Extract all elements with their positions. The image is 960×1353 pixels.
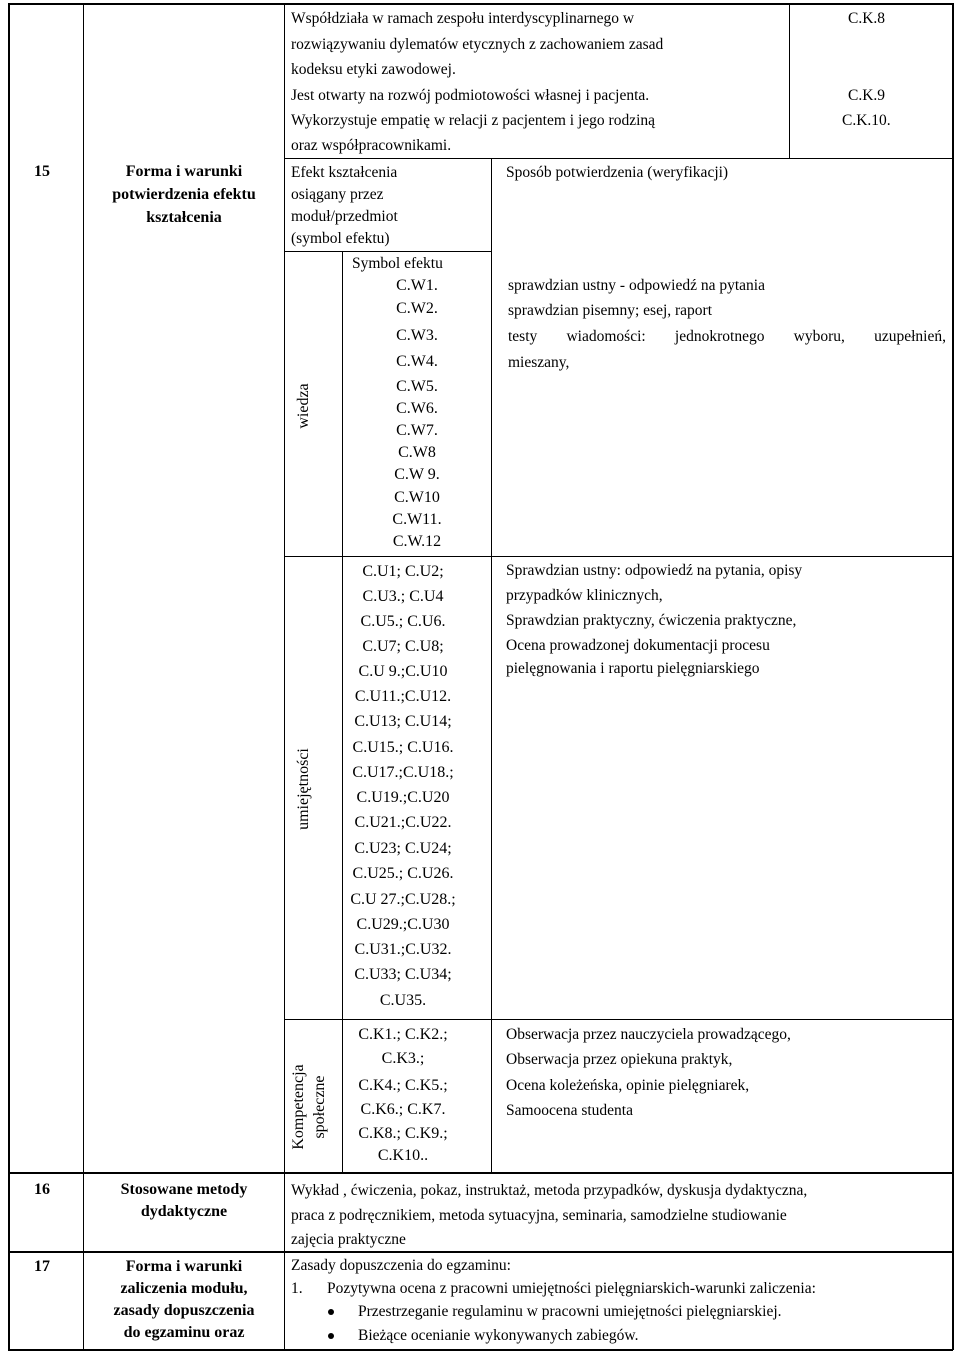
method-header: Sposób potwierdzenia (weryfikacji) (506, 164, 729, 181)
symbol-item: C.K6.; C.K7. (360, 1101, 446, 1118)
effect-code: C.K.10. (842, 112, 891, 129)
bullet-item: Bieżące ocenianie wykonywanych zabiegów. (358, 1327, 639, 1344)
group-label-line: społeczne (311, 1075, 328, 1139)
method-line: pielęgnowania i raportu pielęgniarskiego (506, 660, 760, 677)
section-number: 16 (34, 1181, 50, 1198)
method-line: Ocena koleżeńska, opinie pielęgniarek, (506, 1077, 750, 1094)
row-text-line: rozwiązywaniu dylematów etycznych z zachowaniem zasad (291, 36, 664, 53)
section-title-line: Forma i warunki (125, 1258, 243, 1275)
section-title-line: zasady dopuszczenia (113, 1302, 255, 1319)
bullet-item: Przestrzeganie regulaminu w pracowni umiejętności pielęgniarskiej. (358, 1303, 782, 1320)
symbol-item: C.K4.; C.K5.; (358, 1077, 448, 1094)
symbol-item: C.U19.;C.U20 (356, 789, 450, 806)
effect-code: C.K.9 (848, 87, 886, 104)
symbol-item: C.K1.; C.K2.; (358, 1026, 448, 1043)
symbol-item: C.W7. (396, 422, 438, 439)
symbol-item: C.U23; C.U24; (354, 840, 452, 857)
symbol-item: C.U31.;C.U32. (354, 941, 452, 958)
symbol-item: C.U11.;C.U12. (354, 688, 452, 705)
row-text-line: Współdziała w ramach zespołu interdyscyplinarnego w (291, 10, 635, 27)
symbol-item: C.U15.; C.U16. (352, 739, 454, 756)
bullet-icon (328, 1309, 334, 1315)
symbol-item: C.W8 (398, 444, 436, 461)
header-line: (symbol efektu) (291, 230, 390, 247)
symbol-item: C.U21.;C.U22. (354, 814, 452, 831)
header-line: osiągany przez (291, 186, 384, 203)
teaching-methods-line: Wykład , ćwiczenia, pokaz, instruktaż, metoda przypadków, dyskusja dydaktyczna, (291, 1182, 808, 1199)
symbol-item: C.K8.; C.K9.; (358, 1125, 448, 1142)
method-line: mieszany, (508, 354, 570, 371)
row-text-line: oraz współpracownikami. (291, 137, 452, 154)
section-number: 17 (34, 1258, 50, 1275)
symbol-header: Symbol efektu (352, 255, 443, 272)
section-title-line: Forma i warunki (125, 163, 243, 180)
method-line: Sprawdzian ustny: odpowiedź na pytania, opisy (506, 562, 803, 579)
header-line: moduł/przedmiot (291, 208, 398, 225)
symbol-item: C.U3.; C.U4 (362, 588, 444, 605)
method-line: testy wiadomości: jednokrotnego wyboru, uzupełnień, (508, 328, 946, 345)
section-title-line: kształcenia (146, 209, 222, 226)
method-line: sprawdzian pisemny; esej, raport (508, 302, 713, 319)
row-text-line: Wykorzystuje empatię w relacji z pacjentem i jego rodziną (291, 112, 656, 129)
symbol-item: C.W10 (394, 489, 440, 506)
symbol-item: C.U25.; C.U26. (352, 865, 454, 882)
symbol-item: C.U 9.;C.U10 (358, 663, 448, 680)
method-line: sprawdzian ustny - odpowiedź na pytania (508, 277, 765, 294)
symbol-item: C.U13; C.U14; (354, 713, 452, 730)
symbol-item: C.W2. (396, 300, 438, 317)
section-number: 15 (34, 163, 50, 180)
exam-admission-heading: Zasady dopuszczenia do egzaminu: (291, 1257, 511, 1274)
symbol-item: C.U5.; C.U6. (360, 613, 446, 630)
method-line: Ocena prowadzonej dokumentacji procesu (506, 637, 770, 654)
method-line: Obserwacja przez opiekuna praktyk, (506, 1051, 733, 1068)
list-item-text: Pozytywna ocena z pracowni umiejętności pielęgniarskich-warunki zaliczenia: (327, 1280, 816, 1297)
symbol-item: C.U1; C.U2; (362, 563, 444, 580)
group-label-wiedza: wiedza (295, 383, 312, 429)
symbol-item: C.W1. (396, 277, 438, 294)
section-title-line: do egzaminu oraz (123, 1324, 245, 1341)
symbol-item: C.W 9. (394, 466, 440, 483)
symbol-item: C.W6. (396, 400, 438, 417)
row-text-line: kodeksu etyki zawodowej. (291, 61, 456, 78)
row-text-line: Jest otwarty na rozwój podmiotowości własnej i pacjenta. (291, 87, 650, 104)
effect-code: C.K.8 (848, 10, 886, 27)
symbol-item: C.W11. (392, 511, 442, 528)
group-label-umiejetnosci: umiejętności (295, 748, 312, 830)
list-number: 1. (291, 1280, 303, 1297)
section-title-line: dydaktyczne (140, 1203, 228, 1220)
method-line: przypadków klinicznych, (506, 587, 663, 604)
symbol-item: C.K10.. (377, 1147, 429, 1164)
method-line: Obserwacja przez nauczyciela prowadzącego, (506, 1026, 791, 1043)
section-title-line: Stosowane metody (120, 1181, 248, 1198)
symbol-item: C.W4. (396, 353, 438, 370)
symbol-item: C.U29.;C.U30 (356, 916, 450, 933)
teaching-methods-line: zajęcia praktyczne (291, 1231, 406, 1248)
symbol-item: C.W.12 (392, 533, 442, 550)
group-label-line: Kompetencja (290, 1064, 307, 1150)
symbol-item: C.W3. (396, 327, 438, 344)
method-line: Samoocena studenta (506, 1102, 633, 1119)
method-line: Sprawdzian praktyczny, ćwiczenia praktyczne, (506, 612, 797, 629)
symbol-item: C.W5. (396, 378, 438, 395)
symbol-item: C.U 27.;C.U28.; (350, 891, 456, 908)
teaching-methods-line: praca z podręcznikiem, metoda sytuacyjna, seminaria, samodzielne studiowanie (291, 1207, 787, 1224)
section-title-line: potwierdzenia efektu (112, 186, 256, 203)
symbol-item: C.U7; C.U8; (362, 638, 444, 655)
symbol-item: C.U33; C.U34; (354, 966, 452, 983)
symbol-item: C.U35. (379, 992, 427, 1009)
symbol-item: C.K3.; (381, 1050, 425, 1067)
section-title-line: zaliczenia modułu, (120, 1280, 248, 1297)
header-line: Efekt kształcenia (291, 164, 398, 181)
symbol-item: C.U17.;C.U18.; (352, 764, 454, 781)
bullet-icon (328, 1333, 334, 1339)
group-label-kompetencje (288, 1052, 330, 1162)
